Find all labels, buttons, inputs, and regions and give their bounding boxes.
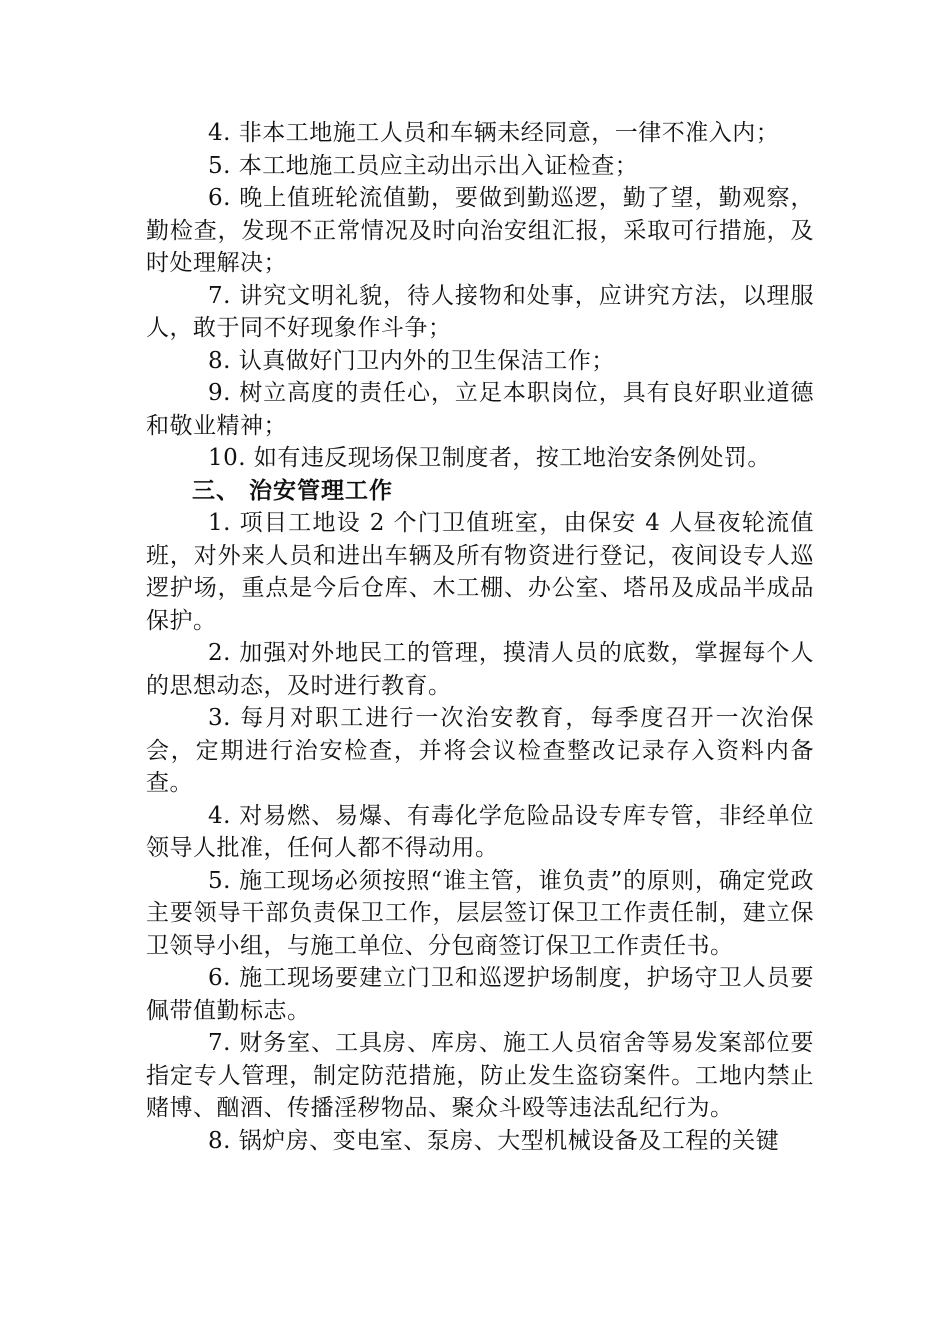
security-paragraph-8: 8. 锅炉房、变电室、泵房、大型机械设备及工程的关键 <box>208 1127 780 1154</box>
rule-paragraph-9: 9. 树立高度的责任心，立足本职岗位，具有良好职业道德和敬业精神； <box>146 380 814 439</box>
rule-paragraph-8: 8. 认真做好门卫内外的卫生保洁工作； <box>208 347 615 374</box>
rule-paragraph-5: 5. 本工地施工员应主动出示出入证检查； <box>208 152 639 179</box>
security-paragraph-4: 4. 对易燃、易爆、有毒化学危险品设专库专管，非经单位领导人批准，任何人都不得动用。 <box>146 802 814 861</box>
security-paragraph-1: 1. 项目工地设 2 个门卫值班室，由保安 4 人昼夜轮流值班，对外来人员和进出车辆及所有物资进行登记，夜间设专人巡逻护场，重点是今后仓库、木工棚、办公室、塔吊及成品半成品保护。 <box>146 510 814 634</box>
rule-paragraph-10: 10. 如有违反现场保卫制度者，按工地治安条例处罚。 <box>208 445 771 471</box>
security-paragraph-6: 6. 施工现场要建立门卫和巡逻护场制度，护场守卫人员要佩带值勤标志。 <box>146 965 814 1024</box>
rule-paragraph-6: 6. 晚上值班轮流值勤，要做到勤巡逻，勤了望，勤观察，勤检查，发现不正常情况及时向治安组汇报，采取可行措施，及时处理解决； <box>146 185 814 276</box>
security-paragraph-3: 3. 每月对职工进行一次治安教育，每季度召开一次治保会，定期进行治安检查，并将会议检查整改记录存入资料内备查。 <box>146 705 814 796</box>
rule-paragraph-7: 7. 讲究文明礼貌，待人接物和处事，应讲究方法，以理服人，敢于同不好现象作斗争； <box>146 282 814 341</box>
security-paragraph-2: 2. 加强对外地民工的管理，摸清人员的底数，掌握每个人的思想动态，及时进行教育。 <box>146 640 814 699</box>
rule-paragraph-4: 4. 非本工地施工人员和车辆未经同意，一律不准入内； <box>208 120 780 146</box>
section-heading: 三、 治安管理工作 <box>192 477 394 504</box>
security-paragraph-5: 5. 施工现场必须按照“谁主管，谁负责”的原则，确定党政主要领导干部负责保卫工作，层层签订保卫工作责任制，建立保卫领导小组，与施工单位、分包商签订保卫工作责任书。 <box>146 867 814 959</box>
security-paragraph-7: 7. 财务室、工具房、库房、施工人员宿舍等易发案部位要指定专人管理，制定防范措施，防止发生盗窃案件。工地内禁止赌博、酗酒、传播淫秽物品、聚众斗殴等违法乱纪行为。 <box>146 1030 814 1121</box>
document-body <box>146 117 814 1157</box>
